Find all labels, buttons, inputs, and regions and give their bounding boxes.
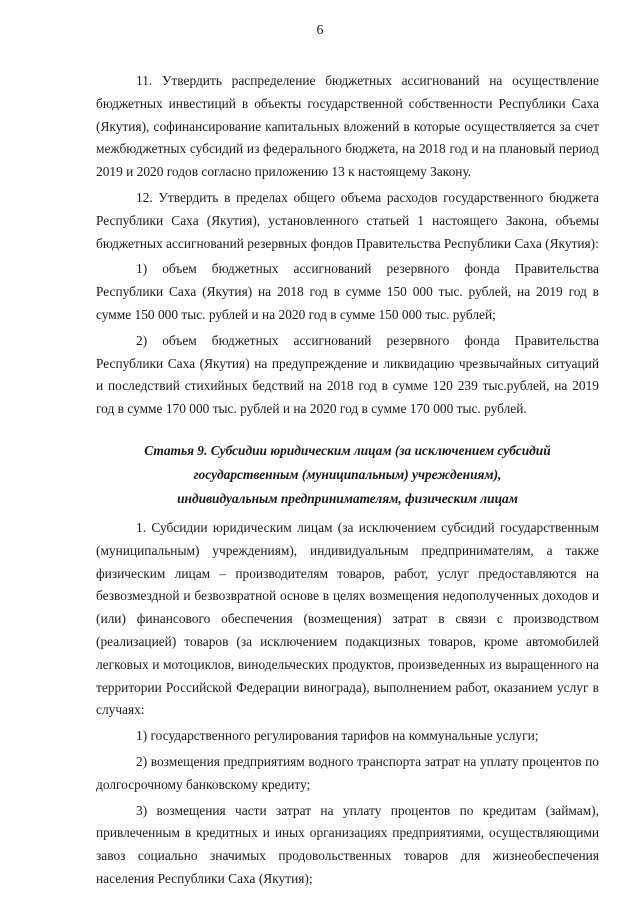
article-9-paragraph-1: 1. Субсидии юридическим лицам (за исключением субсидий государственным (муниципальным) учреждениям), индивидуальным предпринимателям, а также физическим лицам – производителям товаров, работ, услуг предоставляются на безвозмездной и безвозвратной основе в целях возмещения недополученных доходов и (или) финансового обеспечения (возмещения) затрат в связи с производством (реализацией) товаров (за исключением подакцизных товаров, кроме автомобилей легковых и мотоциклов, винодельческих продуктов, произведенных из выращенного на территории Российской Федерации винограда), выполнением работ, оказанием услуг в случаях:	[96, 519, 599, 718]
paragraph-12-item-2: 2) объем бюджетных ассигнований резервного фонда Правительства Республики Саха (Якутия) на предупреждение и ликвидацию чрезвычайных ситуаций и последствий стихийных бедствий на 2018 год в сумме 120 239 тыс.рублей, на 2019 год в сумме 170 000 тыс. рублей и на 2020 год в сумме 170 000 тыс. рублей.	[96, 332, 599, 417]
article-9-item-1: 1) государственного регулирования тарифов на коммунальные услуги;	[136, 728, 539, 744]
article-heading-line-1: Статья 9. Субсидии юридическим лицам (за исключением субсидий	[144, 442, 551, 458]
paragraph-12: 12. Утвердить в пределах общего объема расходов государственного бюджета Республики Саха (Якутия), установленного статьей 1 настоящего Закона, объемы бюджетных ассигнований резервных фондов Правительства Республики Саха (Якутия):	[96, 189, 599, 251]
paragraph-12-item-1: 1) объем бюджетных ассигнований резервного фонда Правительства Республики Саха (Якутия) на 2018 год в сумме 150 000 тыс. рублей, на 2019 год в сумме 150 000 тыс. рублей и на 2020 год в сумме 150 000 тыс. рублей;	[96, 261, 599, 322]
document-body	[96, 70, 599, 894]
article-9-item-2: 2) возмещения предприятиям водного транспорта затрат на уплату процентов по долгосрочному банковскому кредиту;	[96, 753, 599, 792]
paragraph-11: 11. Утвердить распределение бюджетных ассигнований на осуществление бюджетных инвестиций в объекты государственной собственности Республики Саха (Якутия), софинансирование капитальных вложений в которые осуществляется за счет межбюджетных субсидий из федерального бюджета, на 2018 год и на плановый период 2019 и 2020 годов согласно приложению 13 к настоящему Закону.	[96, 73, 599, 180]
page-number: 6	[316, 23, 324, 38]
article-9-item-3: 3) возмещения части затрат на уплату процентов по кредитам (займам), привлеченным в кредитных и иных организациях предприятиями, осуществляющими завоз социально значимых продовольственных товаров для жизнеобеспечения населения Республики Саха (Якутия);	[96, 802, 599, 886]
article-9-heading	[96, 439, 599, 511]
article-heading-line-2: государственным (муниципальным) учреждениям),	[193, 466, 502, 482]
article-heading-line-3: индивидуальным предпринимателям, физическим лицам	[177, 490, 518, 506]
